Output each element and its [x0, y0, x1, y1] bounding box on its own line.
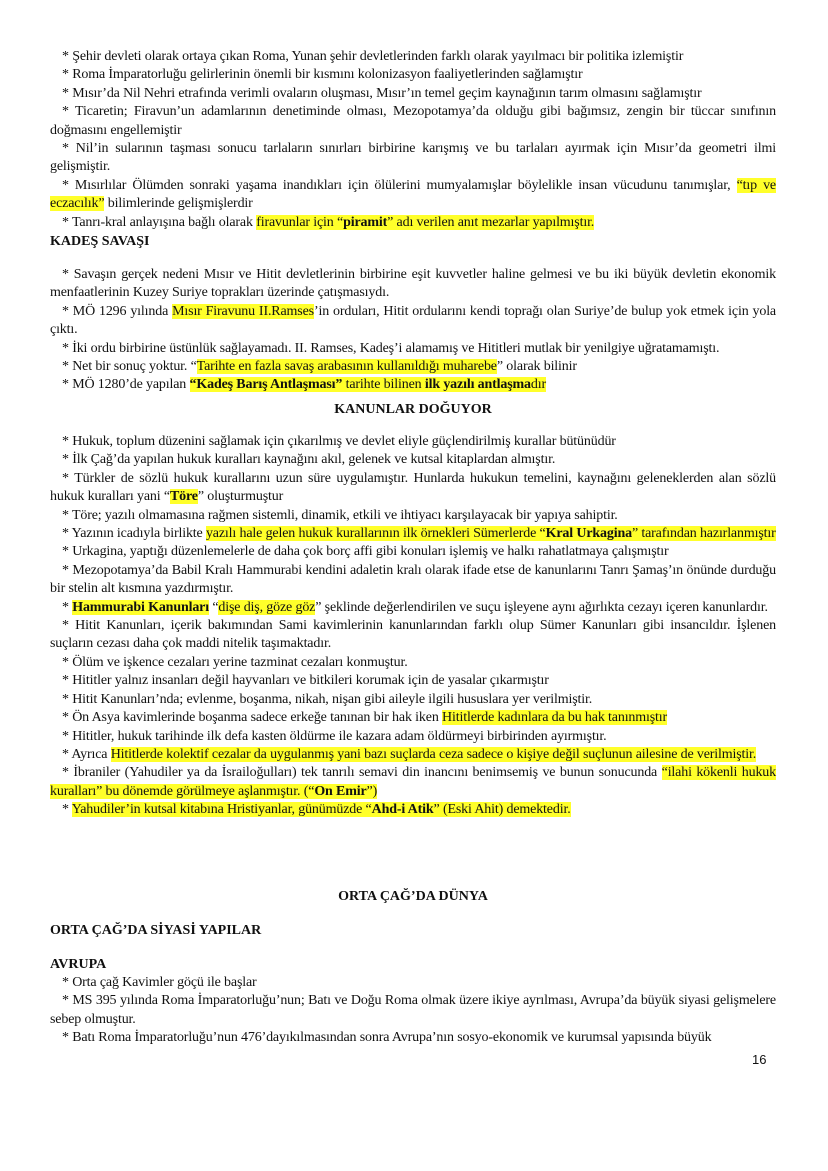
bullet-paragraph — [50, 303, 776, 340]
highlighted-text: ”) — [366, 783, 378, 799]
highlighted-text: “tıp ve eczacılık” — [50, 177, 776, 212]
highlighted-text: Yahudiler’in kutsal kitabına Hristiyanlar, günümüzde “ — [71, 802, 372, 818]
highlighted-text: Töre — [169, 489, 198, 505]
bullet-paragraph — [50, 764, 776, 801]
text-span: * Orta çağ Kavimler göçü ile başlar — [62, 975, 257, 990]
text-span: * — [62, 802, 72, 818]
highlighted-text: Tarihte en fazla savaş arabasının kullanıldığı muharebe — [196, 359, 497, 375]
bullet-paragraph — [50, 992, 776, 1029]
text-span: * Tanrı-kral anlayışına bağlı olarak — [62, 214, 257, 230]
bullet-paragraph — [50, 562, 776, 599]
highlighted-text: Mısır Firavunu II.Ramses — [172, 303, 314, 319]
bullet-paragraph — [50, 1029, 776, 1047]
text-span: * Savaşın gerçek nedeni Mısır ve Hitit devletlerinin birbirine eşit kuvvetler haline gelmesi ve bu iki büyük devletin ekonomik menfaatlerinin Kuzey Suriye toprakları üzerinde çatışmasıydı. — [50, 267, 776, 301]
bullet-paragraph — [50, 358, 776, 376]
text-span: * MS 395 yılında Roma İmparatorluğu’nun; Batı ve Doğu Roma olmak üzere ikiye ayrılması, Avrupa’da büyük siyasi gelişmelere sebep olmuştur. — [50, 993, 776, 1027]
text-span: * MÖ 1296 yılında — [62, 303, 173, 319]
highlighted-text: yazılı hale gelen hukuk kurallarının ilk örnekleri Sümerlerde “ — [205, 526, 546, 542]
text-span: “ — [208, 599, 219, 615]
highlighted-text: “Kadeş Barış Antlaşması” — [189, 377, 343, 393]
bullet-paragraph — [50, 214, 776, 232]
section-heading-orta-cag: ORTA ÇAĞ’DA DÜNYA — [338, 889, 488, 904]
bullet-paragraph — [50, 433, 776, 451]
bullet-paragraph — [50, 470, 776, 507]
highlighted-text: Kral Urkagina — [545, 526, 632, 542]
text-span: * Net bir sonuç yoktur. “ — [62, 359, 197, 375]
text-span: * — [62, 599, 73, 615]
kades-section — [50, 266, 776, 395]
text-span: * Ölüm ve işkence cezaları yerine tazminat cezaları konmuştur. — [62, 654, 408, 670]
section-heading-kanunlar: KANUNLAR DOĞUYOR — [334, 402, 492, 417]
bullet-paragraph — [50, 801, 776, 819]
highlighted-text: piramit — [343, 214, 388, 230]
bullet-paragraph — [50, 599, 776, 617]
bullet-paragraph — [50, 48, 776, 66]
section-heading-avrupa: AVRUPA — [50, 957, 107, 972]
bullet-paragraph — [50, 974, 776, 992]
highlighted-text: tarihte bilinen — [342, 377, 425, 393]
text-span: ” olarak bilinir — [496, 359, 577, 375]
intro-section — [50, 48, 776, 232]
text-span: * Mısır’da Nil Nehri etrafında verimli ovaların oluşması, Mısır’ın temel geçim kaynağının tarım olmasını sağlamıştır — [62, 85, 702, 101]
text-span: * MÖ 1280’de yapılan — [62, 377, 190, 393]
text-span: bilimlerinde gelişmişlerdir — [104, 196, 253, 212]
highlighted-text: ” tarafından hazırlanmıştır — [631, 526, 776, 542]
highlighted-text: Hititlerde kolektif cezalar da uygulanmış yani bazı suçlarda ceza sadece o kişiye değil suçlunun ailesine de verilmiştir. — [110, 746, 757, 762]
text-span: * Türkler de sözlü hukuk kurallarını uzun süre uygulamıştır. Hunlarda hukukun temelini, kaynağını geleneklerden alan sözlü hukuk kuralları yani “ — [50, 470, 776, 505]
text-span: * Urkagina, yaptığı düzenlemelerle de daha çok borç affi gibi konuları işlemiş ve halkı rahatlatmaya çalışmıştır — [62, 544, 669, 560]
text-span: * Ön Asya kavimlerinde boşanma sadece erkeğe tanınan bir hak iken — [62, 710, 443, 726]
text-span: * İbraniler (Yahudiler ya da İsrailoğulları) tek tanrılı semavi din inancını benimsemiş ve bunun sonucunda — [62, 765, 662, 781]
bullet-paragraph — [50, 728, 776, 746]
text-span: * Ticaretin; Firavun’un adamlarının denetiminde olması, Mezopotamya’da olduğu gibi bağımsız, zengin bir tüccar sınıfının doğmasını engellemiştir — [50, 104, 776, 138]
text-span: ’in orduları, Hitit ordularını kendi toprağı olan Suriye’de bulup yok etmek için yola çıktı. — [50, 303, 776, 338]
text-span: * Mısırlılar Ölümden sonraki yaşama inandıkları için ölülerini mumyalamışlar böylelikle insan vücudunu tanımışlar, — [62, 177, 737, 193]
section-heading-kades: KADEŞ SAVAŞI — [50, 234, 150, 249]
text-span: * Roma İmparatorluğu gelirlerinin önemli bir kısmını kolonizasyon faaliyetlerinden sağlamıştır — [62, 67, 583, 83]
bullet-paragraph — [50, 691, 776, 709]
bullet-paragraph — [50, 177, 776, 214]
bullet-paragraph — [50, 451, 776, 469]
highlighted-text: dişe diş, göze göz — [218, 599, 316, 615]
bullet-paragraph — [50, 746, 776, 764]
text-span: * Nil’in sularının taşması sonucu tarlaların sınırları birbirine karışmış ve bu tarlaları ayırmak için Mısır’da geometri ilmi gelişmiştir. — [50, 141, 776, 175]
highlighted-text: ” adı verilen anıt mezarlar yapılmıştır. — [387, 214, 595, 230]
text-span: * Hukuk, toplum düzenini sağlamak için çıkarılmış ve devlet eliyle güçlendirilmiş kurallar bütünüdür — [62, 434, 616, 449]
highlighted-text: Ahd-i Atik — [371, 802, 434, 818]
text-span: * Yazının icadıyla birlikte — [62, 526, 206, 542]
bullet-paragraph — [50, 654, 776, 672]
text-span: * Hititler yalnız insanları değil hayvanları ve bitkileri korumak için de yasalar çıkarmıştır — [62, 673, 549, 689]
text-span: * Ayrıca — [62, 746, 111, 762]
highlighted-text: Hammurabi Kanunları — [72, 599, 209, 615]
bullet-paragraph — [50, 543, 776, 561]
bullet-paragraph — [50, 507, 776, 525]
text-span: * Batı Roma İmparatorluğu’nun 476’dayıkılmasından sonra Avrupa’nın sosyo-ekonomik ve kurumsal yapısında büyük — [62, 1030, 712, 1046]
highlighted-text: ilk yazılı antlaşma — [424, 377, 531, 393]
text-span: * Mezopotamya’da Babil Kralı Hammurabi kendini adaletin kralı olarak ifade etse de kanunlarını Tanrı Şamaş’ın önünde durduğu bir stelin alt kısmına yazdırmıştır. — [50, 562, 776, 597]
text-span: ” şeklinde değerlendirilen ve suçu işleyene aynı ağırlıkta cezayı içeren kanunlardır. — [315, 599, 768, 615]
avrupa-section — [50, 974, 776, 1048]
text-span: * Hitit Kanunları’nda; evlenme, boşanma, nikah, nişan gibi aileyle ilgili hususlara yer verilmiştir. — [62, 691, 593, 707]
bullet-paragraph — [50, 340, 776, 358]
page-number: 16 — [752, 1052, 767, 1067]
bullet-paragraph — [50, 66, 776, 84]
bullet-paragraph — [50, 85, 776, 103]
bullet-paragraph — [50, 672, 776, 690]
highlighted-text: ” (Eski Ahit) demektedir. — [433, 802, 571, 818]
bullet-paragraph — [50, 709, 776, 727]
bullet-paragraph — [50, 376, 776, 394]
bullet-paragraph — [50, 525, 776, 543]
text-span: * Şehir devleti olarak ortaya çıkan Roma, Yunan şehir devletlerinden farklı olarak yayılmacı bir politika izlemiştir — [62, 49, 684, 64]
highlighted-text: Hititlerde kadınlara da bu hak tanınmıştır — [442, 710, 668, 726]
text-span: * Hitit Kanunları, içerik bakımından Sami kavimlerinin kanunlarından farklı olup Sümer Kanunları gibi insancıldır. İşlenen suçların cezası daha çok maddi nitelik taşımaktadır. — [50, 618, 776, 652]
highlighted-text: dır — [530, 377, 547, 393]
section-heading-siyasi: ORTA ÇAĞ’DA SİYASİ YAPILAR — [50, 923, 262, 938]
text-span: * İki ordu birbirine üstünlük sağlayamadı. II. Ramses, Kadeş’i alamamış ve Hititleri mutlak bir yenilgiye uğratamamıştı. — [62, 340, 720, 356]
kanunlar-section — [50, 433, 776, 820]
highlighted-text: firavunlar için “ — [256, 214, 344, 230]
bullet-paragraph — [50, 103, 776, 140]
text-span: * Töre; yazılı olmamasına rağmen sistemli, dinamik, etkili ve ihtiyacı karşılayacak bir yapıya sahiptir. — [62, 507, 618, 523]
text-span: * İlk Çağ’da yapılan hukuk kuralları kaynağını akıl, gelenek ve kutsal kitaplardan almıştır. — [62, 452, 556, 468]
bullet-paragraph — [50, 140, 776, 177]
bullet-paragraph — [50, 617, 776, 654]
text-span: * Hititler, hukuk tarihinde ilk defa kasten öldürme ile kazara adam öldürmeyi birbirinden ayırmıştır. — [62, 728, 607, 744]
highlighted-text: “ilahi kökenli hukuk kuralları” bu dönemde görülmeye aşlanmıştır. (“ — [50, 765, 777, 799]
highlighted-text: On Emir — [314, 783, 367, 799]
bullet-paragraph — [50, 266, 776, 303]
text-span: ” oluşturmuştur — [197, 489, 284, 505]
